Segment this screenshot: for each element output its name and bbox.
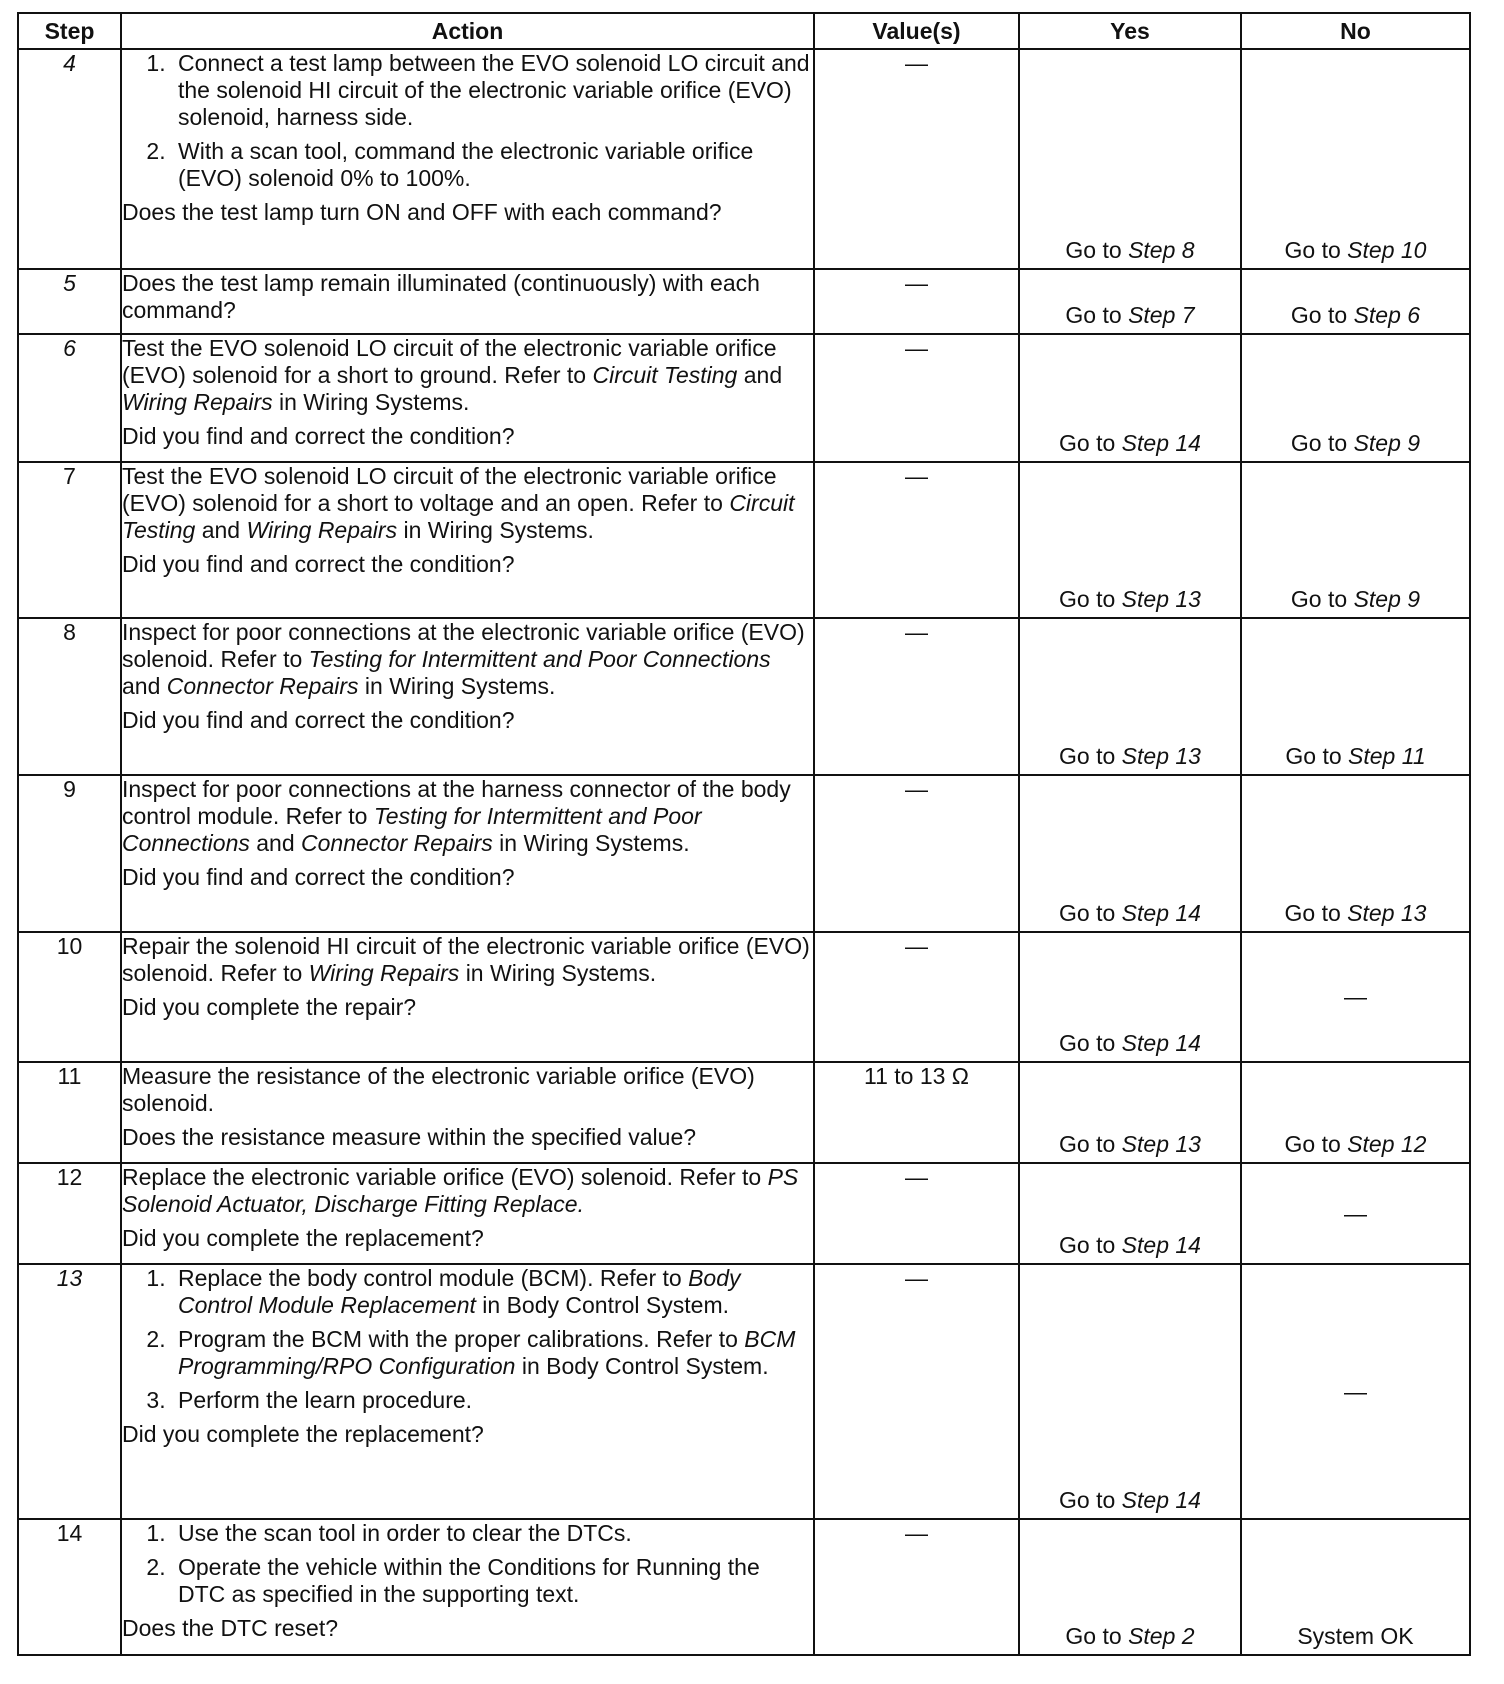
value-cell: 11 to 13 Ω — [814, 1062, 1019, 1163]
no-cell — [1241, 1163, 1470, 1264]
text-segment: and — [256, 830, 295, 856]
goto-prefix: Go to — [1065, 237, 1122, 263]
goto-step: Step 6 — [1353, 302, 1421, 328]
step-number: 11 — [18, 1062, 121, 1163]
text-segment: in Wiring Systems. — [499, 830, 690, 856]
no-dash: — — [1344, 983, 1367, 1010]
yes-cell — [1019, 775, 1241, 932]
goto-prefix: Go to — [1059, 1487, 1116, 1513]
text-segment: and — [743, 362, 783, 388]
action-cell — [121, 932, 814, 1062]
yes-cell — [1019, 49, 1241, 269]
reference-link: Circuit Testing — [592, 362, 738, 388]
no-cell — [1241, 618, 1470, 775]
goto-step: Step 14 — [1121, 1232, 1201, 1258]
no-cell — [1241, 269, 1470, 334]
reference-link: Wiring Repairs — [308, 960, 460, 986]
goto-prefix: Go to — [1059, 1030, 1116, 1056]
yes-cell — [1019, 1163, 1241, 1264]
action-text — [122, 463, 813, 544]
text-segment: Test the EVO solenoid LO circuit of the electronic variable orifice (EVO) solenoid for a short to voltage and an open. Refer to — [122, 463, 777, 516]
header-action: Action — [121, 13, 814, 49]
reference-link: BCM Programming/RPO Configuration — [178, 1326, 796, 1379]
question-text: Did you find and correct the condition? — [122, 864, 515, 890]
goto-step: Step 9 — [1353, 586, 1421, 612]
header-yes: Yes — [1019, 13, 1241, 49]
text-segment: in Wiring Systems. — [465, 960, 657, 986]
action-list — [122, 50, 813, 192]
yes-goto-link — [1020, 586, 1240, 613]
no-dash: — — [1344, 1378, 1367, 1404]
table-row — [18, 1264, 1470, 1519]
text-segment: Repair the solenoid HI circuit of the electronic variable orifice (EVO) solenoid. Refer to — [122, 933, 810, 986]
table-row — [18, 618, 1470, 775]
action-cell — [121, 1264, 814, 1519]
goto-prefix: Go to — [1059, 743, 1116, 769]
yes-cell — [1019, 462, 1241, 618]
no-cell — [1241, 1519, 1470, 1655]
goto-prefix: Go to — [1284, 237, 1341, 263]
text-segment: and — [201, 517, 241, 543]
step-number: 12 — [18, 1163, 121, 1264]
text-segment: Replace the body control module (BCM). Refer to — [178, 1265, 682, 1291]
value-cell: — — [814, 1264, 1019, 1519]
header-no: No — [1241, 13, 1470, 49]
action-list — [122, 1265, 813, 1414]
step-number: 13 — [18, 1264, 121, 1519]
table-row — [18, 1062, 1470, 1163]
table-row — [18, 775, 1470, 932]
action-cell — [121, 49, 814, 269]
goto-step: Step 14 — [1121, 900, 1201, 926]
goto-prefix: Go to — [1284, 900, 1341, 926]
text-segment: in Wiring Systems. — [403, 517, 594, 543]
yes-goto-link — [1020, 1131, 1240, 1158]
yes-goto-link — [1020, 1232, 1240, 1259]
reference-link: Wiring Repairs — [122, 389, 273, 415]
yes-goto-link — [1020, 302, 1240, 329]
step-number: 5 — [18, 269, 121, 334]
text-segment: Inspect for poor connections at the harness connector of the body control module. Refer to — [122, 776, 791, 829]
value-cell: — — [814, 269, 1019, 334]
system-ok-text: System OK — [1297, 1623, 1414, 1649]
question-text: Did you complete the replacement? — [122, 1225, 484, 1251]
header-row — [18, 13, 1470, 49]
no-goto-link — [1242, 302, 1469, 329]
question-text: Does the resistance measure within the specified value? — [122, 1124, 697, 1150]
value-cell: — — [814, 49, 1019, 269]
no-cell — [1241, 49, 1470, 269]
list-item — [172, 1387, 813, 1414]
yes-cell — [1019, 334, 1241, 462]
question-text: Did you find and correct the condition? — [122, 423, 515, 449]
reference-link: Connector Repairs — [166, 673, 359, 699]
step-number: 9 — [18, 775, 121, 932]
step-number: 14 — [18, 1519, 121, 1655]
goto-prefix: Go to — [1290, 302, 1348, 328]
no-cell — [1241, 932, 1470, 1062]
action-cell — [121, 462, 814, 618]
action-text — [122, 335, 813, 416]
goto-prefix: Go to — [1059, 1131, 1116, 1157]
list-item: 1. Connect a test lamp between the EVO solenoid LO circuit and the solenoid HI circuit of the electronic variable orifice (EVO) solenoid, harness side. — [172, 50, 813, 131]
value-cell: — — [814, 775, 1019, 932]
step-number: 8 — [18, 618, 121, 775]
goto-step: Step 13 — [1347, 900, 1427, 926]
goto-prefix: Go to — [1285, 743, 1342, 769]
text-segment: Inspect for poor connections at the electronic variable orifice (EVO) solenoid. Refer to — [122, 619, 805, 672]
reference-link: PS Solenoid Actuator, Discharge Fitting Replace. — [122, 1164, 799, 1217]
action-list — [122, 1520, 813, 1608]
no-goto-link — [1242, 900, 1469, 927]
no-goto-link — [1242, 743, 1469, 770]
text-segment: in Body Control System. — [521, 1353, 769, 1379]
list-item — [172, 1326, 813, 1380]
question-text: Did you find and correct the condition? — [122, 551, 515, 577]
step-number: 10 — [18, 932, 121, 1062]
value-cell: — — [814, 618, 1019, 775]
goto-prefix: Go to — [1284, 1131, 1341, 1157]
value-cell: — — [814, 462, 1019, 618]
yes-cell — [1019, 618, 1241, 775]
header-values: Value(s) — [814, 13, 1019, 49]
no-goto-link — [1242, 586, 1469, 613]
yes-goto-link — [1020, 900, 1240, 927]
no-cell — [1241, 775, 1470, 932]
no-goto-link — [1242, 430, 1469, 457]
table-row — [18, 932, 1470, 1062]
question-text: Did you complete the replacement? — [122, 1421, 484, 1447]
action-cell — [121, 1163, 814, 1264]
reference-link: Body Control Module Replacement — [178, 1265, 741, 1318]
list-item: 2. With a scan tool, command the electronic variable orifice (EVO) solenoid 0% to 100%. — [172, 138, 813, 192]
yes-goto-link — [1020, 1623, 1240, 1650]
yes-goto-link — [1020, 237, 1240, 264]
text-segment: in Wiring Systems. — [279, 389, 470, 415]
reference-link: Connector Repairs — [301, 830, 493, 856]
step-number: 6 — [18, 334, 121, 462]
question-text: Did you find and correct the condition? — [122, 707, 515, 733]
goto-step: Step 8 — [1128, 237, 1195, 263]
reference-link: Circuit Testing — [122, 490, 795, 543]
goto-step: Step 13 — [1121, 743, 1201, 769]
list-item: 1. Use the scan tool in order to clear the DTCs. — [172, 1520, 813, 1547]
goto-step: Step 13 — [1121, 1131, 1201, 1157]
goto-prefix: Go to — [1059, 586, 1116, 612]
value-cell: — — [814, 932, 1019, 1062]
action-cell — [121, 618, 814, 775]
table-row — [18, 1163, 1470, 1264]
goto-step: Step 13 — [1121, 586, 1201, 612]
list-item: 2. Operate the vehicle within the Conditions for Running the DTC as specified in the supporting text. — [172, 1554, 813, 1608]
table-row — [18, 1519, 1470, 1655]
yes-cell — [1019, 932, 1241, 1062]
yes-cell — [1019, 1264, 1241, 1519]
yes-cell — [1019, 1062, 1241, 1163]
step-number: 7 — [18, 462, 121, 618]
action-cell — [121, 1519, 814, 1655]
goto-step: Step 14 — [1121, 430, 1201, 456]
question-text: Did you complete the repair? — [122, 994, 417, 1020]
goto-step: Step 10 — [1347, 237, 1427, 263]
step-number: 4 — [18, 49, 121, 269]
text-segment: and — [122, 673, 161, 699]
text-segment: Perform the learn procedure. — [178, 1387, 473, 1413]
reference-link: Testing for Intermittent and Poor Connections — [308, 646, 771, 672]
question-text: Does the DTC reset? — [122, 1615, 339, 1641]
no-cell — [1241, 1264, 1470, 1519]
reference-link: Testing for Intermittent and Poor Connections — [122, 803, 702, 856]
question-text: Does the test lamp remain illuminated (continuously) with each command? — [122, 270, 760, 323]
table-row — [18, 334, 1470, 462]
goto-step: Step 12 — [1347, 1131, 1427, 1157]
value-cell: — — [814, 1163, 1019, 1264]
diagnostic-table — [17, 12, 1471, 1656]
yes-goto-link — [1020, 430, 1240, 457]
action-text — [122, 776, 813, 857]
no-goto-link — [1242, 237, 1469, 264]
text-segment: Program the BCM with the proper calibrations. Refer to — [178, 1326, 738, 1352]
list-item — [172, 1265, 813, 1319]
goto-step: Step 2 — [1128, 1623, 1195, 1649]
goto-step: Step 9 — [1353, 430, 1421, 456]
yes-cell — [1019, 1519, 1241, 1655]
goto-prefix: Go to — [1290, 430, 1348, 456]
action-text — [122, 1164, 813, 1218]
action-cell — [121, 334, 814, 462]
no-goto-link — [1242, 1131, 1469, 1158]
goto-prefix: Go to — [1059, 900, 1116, 926]
action-cell — [121, 269, 814, 334]
value-cell: — — [814, 1519, 1019, 1655]
action-text: Measure the resistance of the electronic variable orifice (EVO) solenoid. — [122, 1063, 755, 1116]
goto-prefix: Go to — [1290, 586, 1348, 612]
no-cell — [1241, 334, 1470, 462]
action-text — [122, 619, 813, 700]
table-row — [18, 49, 1470, 269]
no-dash: — — [1344, 1200, 1367, 1226]
goto-step: Step 7 — [1128, 302, 1195, 328]
text-segment: Test the EVO solenoid LO circuit of the electronic variable orifice (EVO) solenoid for a short to ground. Refer to — [122, 335, 777, 388]
yes-cell — [1019, 269, 1241, 334]
yes-goto-link — [1020, 1030, 1240, 1057]
text-segment: in Body Control System. — [482, 1292, 729, 1318]
no-cell — [1241, 462, 1470, 618]
goto-prefix: Go to — [1065, 302, 1122, 328]
goto-prefix: Go to — [1065, 1623, 1122, 1649]
no-cell — [1241, 1062, 1470, 1163]
action-text — [122, 933, 813, 987]
goto-prefix: Go to — [1059, 430, 1116, 456]
goto-step: Step 14 — [1121, 1487, 1201, 1513]
text-segment: in Wiring Systems. — [364, 673, 556, 699]
question-text: Does the test lamp turn ON and OFF with each command? — [122, 199, 722, 225]
yes-goto-link — [1020, 743, 1240, 770]
table-row — [18, 462, 1470, 618]
goto-step: Step 14 — [1121, 1030, 1201, 1056]
table-row — [18, 269, 1470, 334]
action-cell — [121, 1062, 814, 1163]
yes-goto-link — [1020, 1487, 1240, 1514]
goto-prefix: Go to — [1059, 1232, 1116, 1258]
value-cell: — — [814, 334, 1019, 462]
text-segment: Replace the electronic variable orifice (EVO) solenoid. Refer to — [122, 1164, 762, 1190]
header-step: Step — [18, 13, 121, 49]
goto-step: Step 11 — [1348, 743, 1426, 769]
action-cell — [121, 775, 814, 932]
reference-link: Wiring Repairs — [246, 517, 398, 543]
